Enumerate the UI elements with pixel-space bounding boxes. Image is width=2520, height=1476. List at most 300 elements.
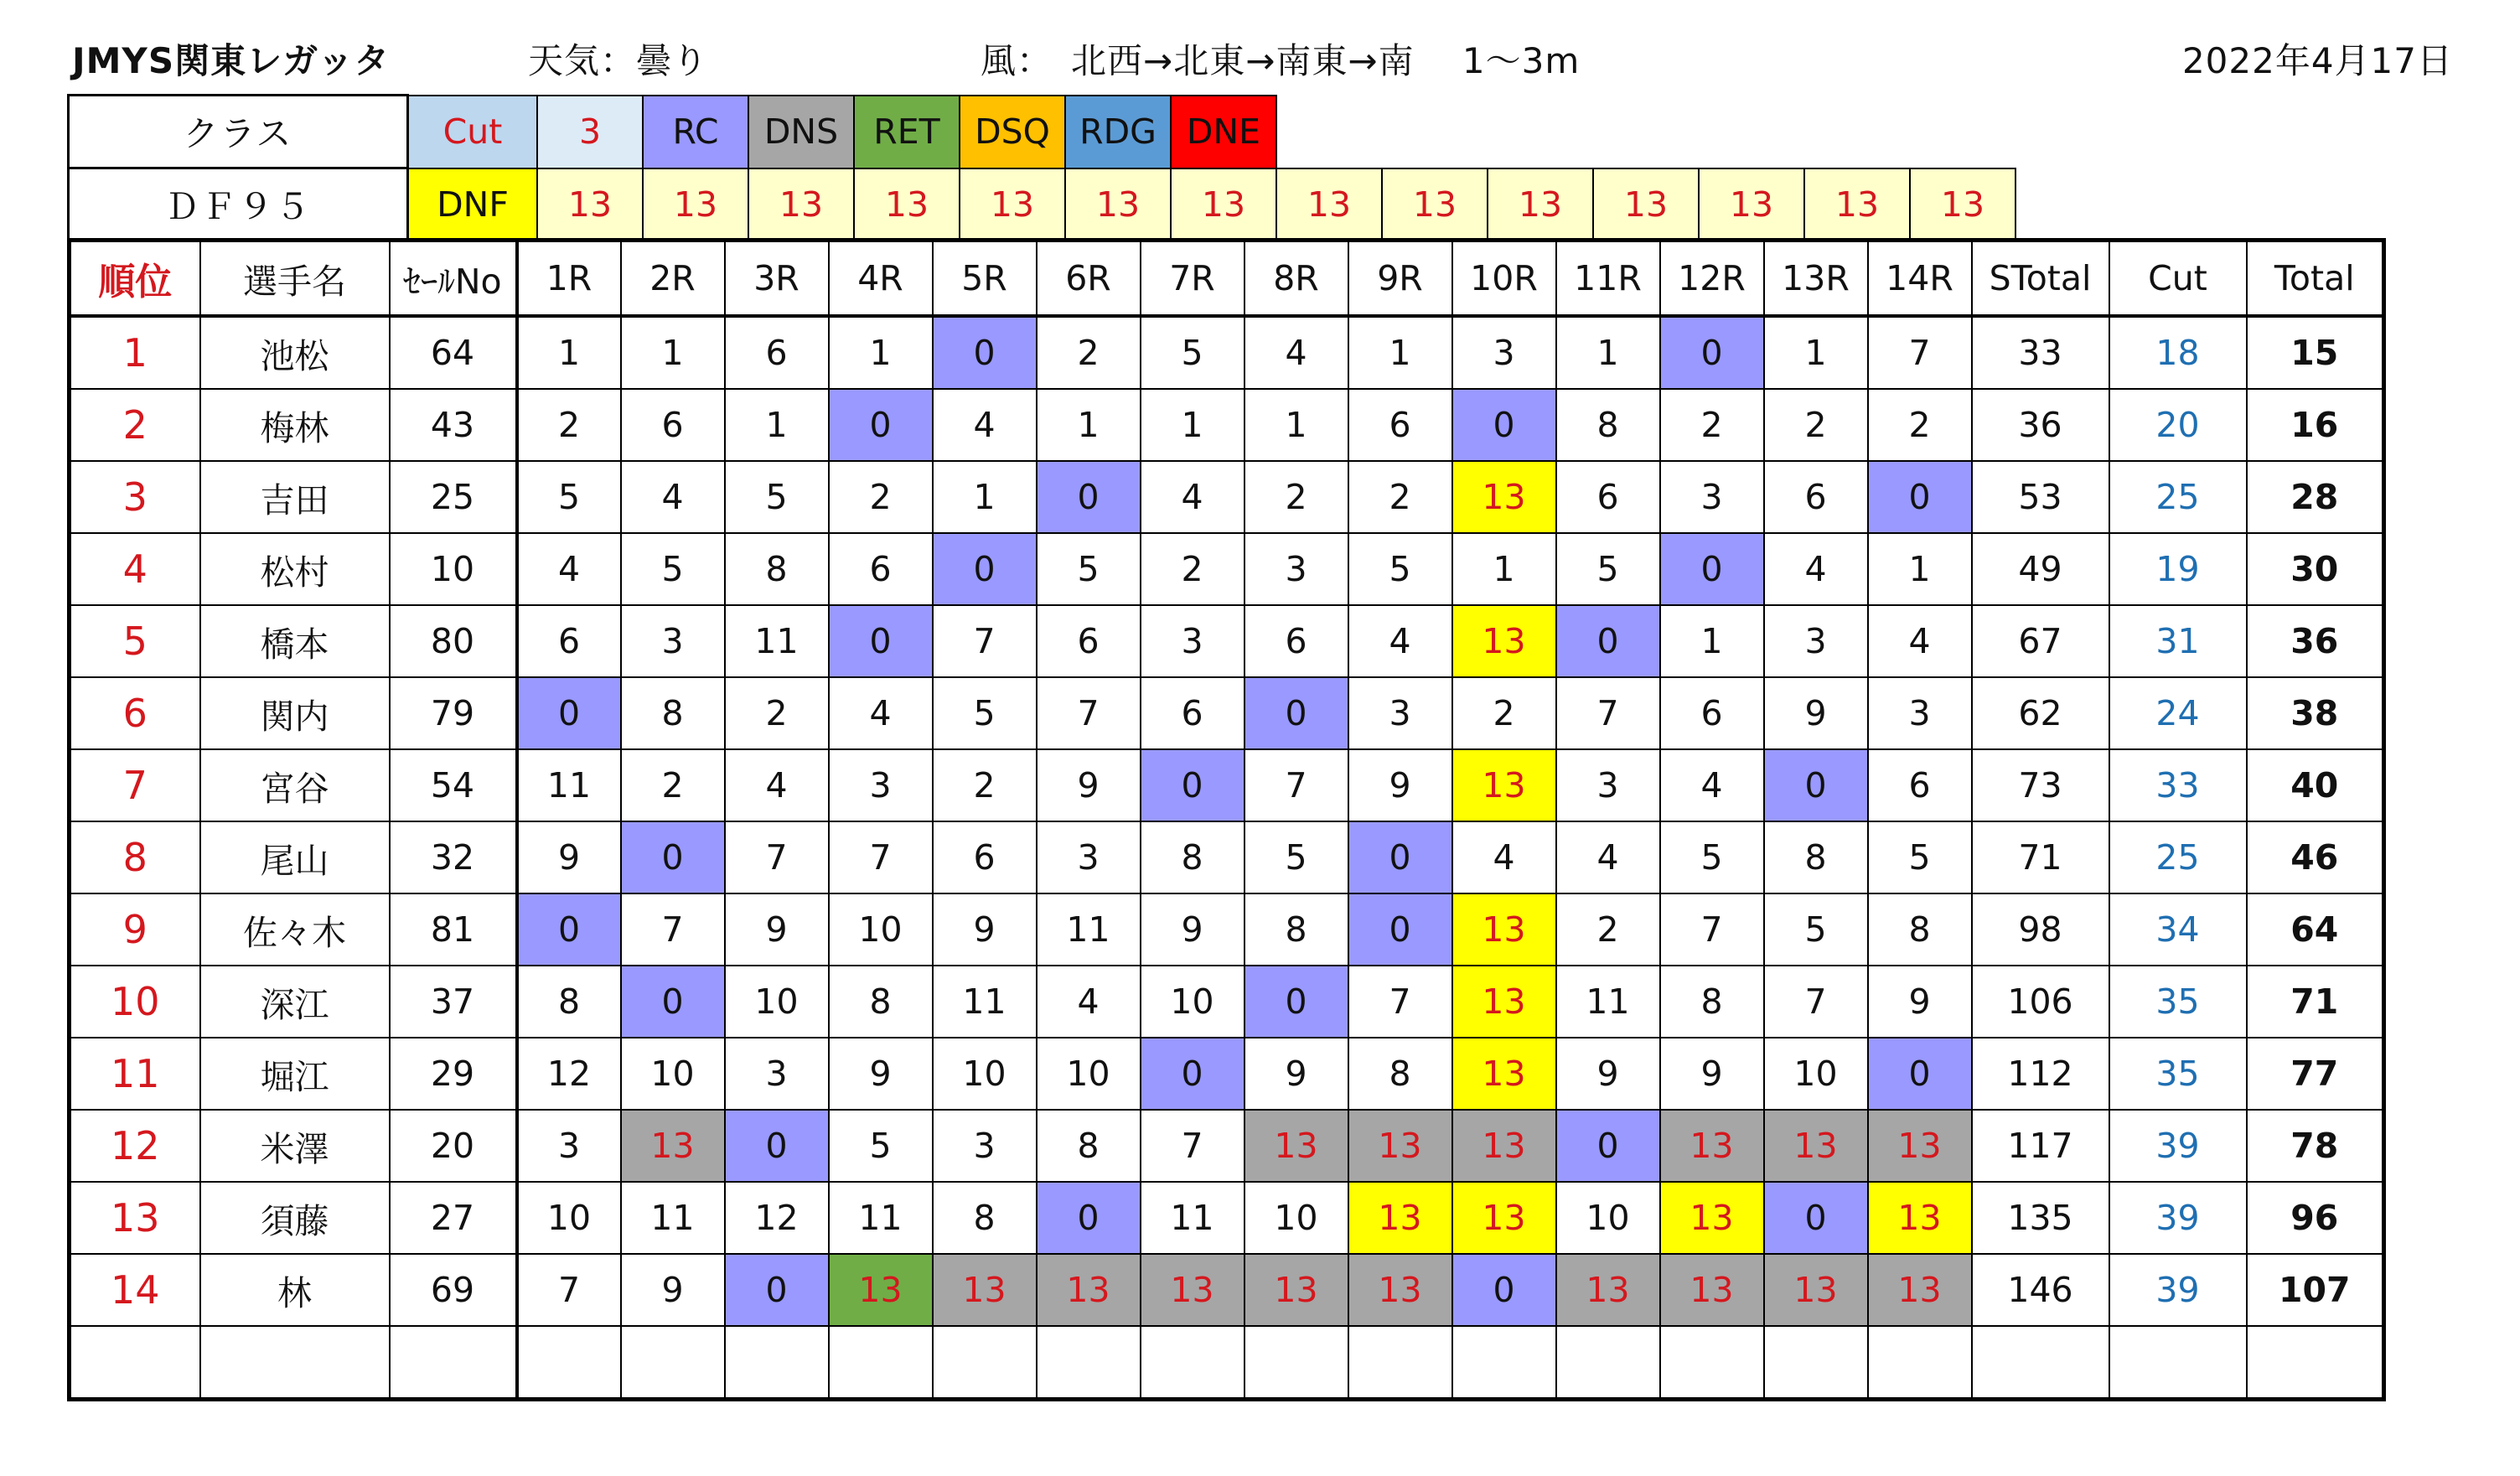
- race-score-cell: 13: [1660, 1182, 1764, 1254]
- race-score-cell: 2: [1037, 316, 1141, 389]
- table-row: [70, 461, 2384, 533]
- sailor-name-cell: 吉田: [200, 461, 390, 533]
- empty-cell: [1764, 1326, 1868, 1400]
- race-score-cell: 0: [1660, 533, 1764, 605]
- cut-cell: 18: [2109, 316, 2247, 389]
- race-score-cell: 9: [1141, 893, 1244, 966]
- race-score-cell: 0: [1868, 461, 1972, 533]
- race-score-cell: 13: [621, 1110, 725, 1182]
- table-row: [70, 533, 2384, 605]
- race-score-cell: 13: [1452, 1110, 1556, 1182]
- cut-cell: 39: [2109, 1182, 2247, 1254]
- stotal-cell: 73: [1972, 749, 2109, 821]
- cut-cell: 35: [2109, 966, 2247, 1038]
- sailor-name-cell: 深江: [200, 966, 390, 1038]
- table-row: [70, 605, 2384, 677]
- header-name: 選手名: [200, 241, 390, 317]
- race-score-cell: 2: [1556, 893, 1660, 966]
- race-score-cell: 0: [1244, 677, 1348, 749]
- rank-cell: 10: [70, 966, 200, 1038]
- race-score-cell: 0: [1141, 749, 1244, 821]
- race-score-cell: 2: [829, 461, 933, 533]
- race-score-cell: 7: [1348, 966, 1452, 1038]
- race-score-cell: 2: [725, 677, 829, 749]
- race-score-cell: 13: [1348, 1254, 1452, 1326]
- race-score-cell: 5: [1868, 821, 1972, 893]
- race-score-cell: 6: [829, 533, 933, 605]
- sailor-name-cell: 橋本: [200, 605, 390, 677]
- race-score-cell: 5: [1660, 821, 1764, 893]
- race-score-cell: 3: [1556, 749, 1660, 821]
- race-score-cell: 2: [1764, 389, 1868, 461]
- race-score-cell: 13: [1660, 1254, 1764, 1326]
- race-score-cell: 5: [725, 461, 829, 533]
- cut-cell: 25: [2109, 461, 2247, 533]
- race-score-cell: 0: [1348, 893, 1452, 966]
- race-title: JMYS関東レガッタ: [72, 40, 391, 81]
- sailor-name-cell: 須藤: [200, 1182, 390, 1254]
- race-score-cell: 0: [517, 677, 621, 749]
- race-score-cell: 13: [1764, 1254, 1868, 1326]
- race-score-cell: 6: [1348, 389, 1452, 461]
- race-score-cell: 1: [1868, 533, 1972, 605]
- header-race-14: 14R: [1868, 241, 1972, 317]
- header-race-7: 7R: [1141, 241, 1244, 317]
- race-score-cell: 10: [725, 966, 829, 1038]
- results-table: [67, 238, 2386, 1401]
- table-row: [70, 316, 2384, 389]
- legend-extra-value: 13: [1699, 168, 1804, 241]
- race-score-cell: 8: [1764, 821, 1868, 893]
- total-cell: 36: [2247, 605, 2384, 677]
- race-score-cell: 6: [725, 316, 829, 389]
- race-score-cell: 7: [1037, 677, 1141, 749]
- race-score-cell: 1: [621, 316, 725, 389]
- race-score-cell: 4: [517, 533, 621, 605]
- race-score-cell: 13: [1348, 1110, 1452, 1182]
- race-score-cell: 0: [1244, 966, 1348, 1038]
- sail-number-cell: 32: [390, 821, 517, 893]
- legend-value-dne: 13: [1171, 168, 1276, 241]
- race-score-cell: 6: [1037, 605, 1141, 677]
- race-score-cell: 6: [621, 389, 725, 461]
- total-cell: 96: [2247, 1182, 2384, 1254]
- empty-cell: [517, 1326, 621, 1400]
- race-score-cell: 10: [1764, 1038, 1868, 1110]
- race-score-cell: 9: [1348, 749, 1452, 821]
- race-score-cell: 2: [1660, 389, 1764, 461]
- race-score-cell: 5: [1037, 533, 1141, 605]
- race-score-cell: 9: [933, 893, 1037, 966]
- empty-cell: [390, 1326, 517, 1400]
- race-score-cell: 11: [1037, 893, 1141, 966]
- sail-number-cell: 64: [390, 316, 517, 389]
- race-score-cell: 10: [1556, 1182, 1660, 1254]
- race-score-cell: 7: [1556, 677, 1660, 749]
- empty-cell: [1348, 1326, 1452, 1400]
- total-cell: 64: [2247, 893, 2384, 966]
- race-score-cell: 7: [725, 821, 829, 893]
- table-row: [70, 821, 2384, 893]
- header-cut: Cut: [2109, 241, 2247, 317]
- race-score-cell: 3: [1348, 677, 1452, 749]
- total-cell: 78: [2247, 1110, 2384, 1182]
- race-score-cell: 2: [1244, 461, 1348, 533]
- table-row: [70, 749, 2384, 821]
- race-score-cell: 13: [1868, 1254, 1972, 1326]
- race-score-cell: 1: [725, 389, 829, 461]
- table-header-row: [70, 241, 2384, 317]
- total-cell: 40: [2247, 749, 2384, 821]
- race-score-cell: 0: [621, 821, 725, 893]
- rank-cell: 4: [70, 533, 200, 605]
- race-score-cell: 0: [1764, 749, 1868, 821]
- cut-cell: 33: [2109, 749, 2247, 821]
- legend-extra-value: 13: [1276, 168, 1382, 241]
- legend-value-cut: DNF: [408, 168, 538, 241]
- race-score-cell: 0: [517, 893, 621, 966]
- stotal-cell: 53: [1972, 461, 2109, 533]
- race-score-cell: 3: [517, 1110, 621, 1182]
- race-score-cell: 0: [1452, 389, 1556, 461]
- race-score-cell: 2: [1141, 533, 1244, 605]
- header-race-12: 12R: [1660, 241, 1764, 317]
- race-score-cell: 13: [1452, 1038, 1556, 1110]
- header-race-11: 11R: [1556, 241, 1660, 317]
- sailor-name-cell: 尾山: [200, 821, 390, 893]
- race-score-cell: 13: [1244, 1110, 1348, 1182]
- sailor-name-cell: 松村: [200, 533, 390, 605]
- race-score-cell: 2: [1348, 461, 1452, 533]
- race-score-cell: 9: [1868, 966, 1972, 1038]
- stotal-cell: 71: [1972, 821, 2109, 893]
- race-score-cell: 1: [1764, 316, 1868, 389]
- race-score-cell: 8: [829, 966, 933, 1038]
- race-score-cell: 6: [1556, 461, 1660, 533]
- race-score-cell: 3: [1660, 461, 1764, 533]
- legend-value-row: [69, 168, 2016, 241]
- race-score-cell: 4: [621, 461, 725, 533]
- race-score-cell: 8: [517, 966, 621, 1038]
- race-score-cell: 3: [1244, 533, 1348, 605]
- race-score-cell: 4: [829, 677, 933, 749]
- sail-number-cell: 10: [390, 533, 517, 605]
- empty-cell: [1972, 1326, 2109, 1400]
- rank-cell: 13: [70, 1182, 200, 1254]
- race-score-cell: 5: [829, 1110, 933, 1182]
- race-score-cell: 10: [1141, 966, 1244, 1038]
- race-score-cell: 9: [1660, 1038, 1764, 1110]
- header-stotal: STotal: [1972, 241, 2109, 317]
- legend-code-dne: DNE: [1171, 96, 1276, 168]
- header-race-9: 9R: [1348, 241, 1452, 317]
- race-score-cell: 8: [621, 677, 725, 749]
- legend-value-ret: 13: [854, 168, 960, 241]
- race-score-cell: 11: [517, 749, 621, 821]
- legend-value-dns: 13: [748, 168, 854, 241]
- empty-cell: [621, 1326, 725, 1400]
- rank-cell: 11: [70, 1038, 200, 1110]
- race-score-cell: 7: [1244, 749, 1348, 821]
- wind-info: 風： 北西→北東→南東→南 1～3m: [981, 40, 1581, 81]
- sail-number-cell: 37: [390, 966, 517, 1038]
- race-score-cell: 8: [1660, 966, 1764, 1038]
- stotal-cell: 135: [1972, 1182, 2109, 1254]
- race-score-cell: 1: [1660, 605, 1764, 677]
- stotal-cell: 106: [1972, 966, 2109, 1038]
- race-score-cell: 13: [1556, 1254, 1660, 1326]
- header-race-4: 4R: [829, 241, 933, 317]
- empty-cell: [2247, 1326, 2384, 1400]
- stotal-cell: 146: [1972, 1254, 2109, 1326]
- table-row: [70, 893, 2384, 966]
- race-score-cell: 6: [1244, 605, 1348, 677]
- race-score-cell: 4: [1868, 605, 1972, 677]
- table-row: [70, 1110, 2384, 1182]
- legend-code-dns: DNS: [748, 96, 854, 168]
- empty-row: [70, 1326, 2384, 1400]
- table-row: [70, 966, 2384, 1038]
- race-score-cell: 5: [1764, 893, 1868, 966]
- race-score-cell: 0: [1556, 605, 1660, 677]
- race-score-cell: 9: [1244, 1038, 1348, 1110]
- sailor-name-cell: 宮谷: [200, 749, 390, 821]
- race-score-cell: 1: [933, 461, 1037, 533]
- race-score-cell: 0: [1556, 1110, 1660, 1182]
- race-score-cell: 0: [1037, 461, 1141, 533]
- sailor-name-cell: 梅林: [200, 389, 390, 461]
- sailor-name-cell: 池松: [200, 316, 390, 389]
- legend-code-rc: RC: [643, 96, 748, 168]
- empty-cell: [933, 1326, 1037, 1400]
- race-score-cell: 8: [933, 1182, 1037, 1254]
- race-score-cell: 13: [1452, 966, 1556, 1038]
- race-score-cell: 5: [517, 461, 621, 533]
- header-total: Total: [2247, 241, 2384, 317]
- race-score-cell: 6: [933, 821, 1037, 893]
- cut-cell: 19: [2109, 533, 2247, 605]
- race-score-cell: 0: [933, 316, 1037, 389]
- race-score-cell: 9: [621, 1254, 725, 1326]
- race-score-cell: 3: [829, 749, 933, 821]
- cut-cell: 39: [2109, 1254, 2247, 1326]
- race-score-cell: 6: [1141, 677, 1244, 749]
- rank-cell: 1: [70, 316, 200, 389]
- race-score-cell: 7: [621, 893, 725, 966]
- race-score-cell: 11: [1556, 966, 1660, 1038]
- race-score-cell: 8: [1037, 1110, 1141, 1182]
- race-score-cell: 13: [933, 1254, 1037, 1326]
- empty-cell: [2109, 1326, 2247, 1400]
- rank-cell: 7: [70, 749, 200, 821]
- race-score-cell: 11: [1141, 1182, 1244, 1254]
- cut-cell: 31: [2109, 605, 2247, 677]
- empty-cell: [1868, 1326, 1972, 1400]
- legend-code-row: [69, 96, 2016, 168]
- race-score-cell: 5: [1556, 533, 1660, 605]
- rank-cell: 5: [70, 605, 200, 677]
- legend-code-rdg: RDG: [1065, 96, 1171, 168]
- race-score-cell: 1: [517, 316, 621, 389]
- legend-code-dsq: DSQ: [960, 96, 1065, 168]
- sail-number-cell: 20: [390, 1110, 517, 1182]
- empty-cell: [1452, 1326, 1556, 1400]
- race-score-cell: 13: [1244, 1254, 1348, 1326]
- sailor-name-cell: 佐々木: [200, 893, 390, 966]
- race-score-cell: 6: [1764, 461, 1868, 533]
- weather-info: 天気：曇り: [528, 40, 709, 81]
- header-race-10: 10R: [1452, 241, 1556, 317]
- race-score-cell: 12: [517, 1038, 621, 1110]
- empty-cell: [829, 1326, 933, 1400]
- race-score-cell: 10: [1244, 1182, 1348, 1254]
- race-score-cell: 3: [1141, 605, 1244, 677]
- legend-extra-value: 13: [1804, 168, 1910, 241]
- race-score-cell: 0: [725, 1254, 829, 1326]
- race-score-cell: 10: [1037, 1038, 1141, 1110]
- rank-cell: 2: [70, 389, 200, 461]
- race-score-cell: 8: [1556, 389, 1660, 461]
- race-score-cell: 6: [1868, 749, 1972, 821]
- race-score-cell: 1: [1452, 533, 1556, 605]
- header-race-1: 1R: [517, 241, 621, 317]
- empty-cell: [1244, 1326, 1348, 1400]
- race-score-cell: 1: [829, 316, 933, 389]
- stotal-cell: 36: [1972, 389, 2109, 461]
- legend-value-rdg: 13: [1065, 168, 1171, 241]
- class-label: クラス: [69, 96, 408, 168]
- race-score-cell: 1: [1037, 389, 1141, 461]
- race-score-cell: 3: [1037, 821, 1141, 893]
- race-score-cell: 3: [725, 1038, 829, 1110]
- race-score-cell: 9: [1037, 749, 1141, 821]
- race-score-cell: 4: [933, 389, 1037, 461]
- race-score-cell: 11: [829, 1182, 933, 1254]
- rank-cell: 3: [70, 461, 200, 533]
- legend-value-3: 13: [537, 168, 643, 241]
- race-score-cell: 5: [1141, 316, 1244, 389]
- race-score-cell: 2: [933, 749, 1037, 821]
- total-cell: 28: [2247, 461, 2384, 533]
- race-score-cell: 4: [1244, 316, 1348, 389]
- empty-cell: [1141, 1326, 1244, 1400]
- race-score-cell: 10: [829, 893, 933, 966]
- race-score-cell: 13: [1452, 893, 1556, 966]
- race-score-cell: 10: [621, 1038, 725, 1110]
- total-cell: 46: [2247, 821, 2384, 893]
- race-score-cell: 13: [1452, 1182, 1556, 1254]
- legend-code-cut: Cut: [408, 96, 538, 168]
- empty-cell: [1037, 1326, 1141, 1400]
- sailor-name-cell: 林: [200, 1254, 390, 1326]
- rank-cell: 14: [70, 1254, 200, 1326]
- race-score-cell: 0: [1452, 1254, 1556, 1326]
- sailor-name-cell: 堀江: [200, 1038, 390, 1110]
- total-cell: 107: [2247, 1254, 2384, 1326]
- race-score-cell: 13: [1660, 1110, 1764, 1182]
- total-cell: 15: [2247, 316, 2384, 389]
- legend-value-dsq: 13: [960, 168, 1065, 241]
- legend-table: [67, 94, 2016, 242]
- race-score-cell: 1: [1556, 316, 1660, 389]
- race-score-cell: 0: [1141, 1038, 1244, 1110]
- race-score-cell: 2: [1868, 389, 1972, 461]
- race-score-cell: 8: [1868, 893, 1972, 966]
- race-score-cell: 8: [725, 533, 829, 605]
- legend-extra-value: 13: [1382, 168, 1488, 241]
- race-score-cell: 11: [621, 1182, 725, 1254]
- stotal-cell: 49: [1972, 533, 2109, 605]
- table-row: [70, 1038, 2384, 1110]
- race-score-cell: 7: [517, 1254, 621, 1326]
- legend-code-ret: RET: [854, 96, 960, 168]
- empty-cell: [1556, 1326, 1660, 1400]
- race-score-cell: 4: [1764, 533, 1868, 605]
- cut-cell: 25: [2109, 821, 2247, 893]
- race-score-cell: 6: [517, 605, 621, 677]
- race-score-cell: 7: [829, 821, 933, 893]
- race-score-cell: 3: [1868, 677, 1972, 749]
- race-score-cell: 9: [725, 893, 829, 966]
- cut-cell: 20: [2109, 389, 2247, 461]
- race-score-cell: 13: [1348, 1182, 1452, 1254]
- race-score-cell: 1: [1141, 389, 1244, 461]
- sail-number-cell: 79: [390, 677, 517, 749]
- cut-cell: 35: [2109, 1038, 2247, 1110]
- race-score-cell: 4: [725, 749, 829, 821]
- race-score-cell: 13: [1452, 605, 1556, 677]
- header-rank: 順位: [70, 241, 200, 317]
- header-sail-no: ｾｰﾙNo: [390, 241, 517, 317]
- race-score-cell: 1: [1244, 389, 1348, 461]
- race-score-cell: 11: [725, 605, 829, 677]
- rank-cell: 12: [70, 1110, 200, 1182]
- stotal-cell: 98: [1972, 893, 2109, 966]
- race-score-cell: 10: [933, 1038, 1037, 1110]
- rank-cell: 6: [70, 677, 200, 749]
- race-score-cell: 0: [829, 389, 933, 461]
- race-score-cell: 3: [1452, 316, 1556, 389]
- sail-number-cell: 54: [390, 749, 517, 821]
- sail-number-cell: 43: [390, 389, 517, 461]
- header-race-8: 8R: [1244, 241, 1348, 317]
- total-cell: 71: [2247, 966, 2384, 1038]
- race-score-cell: 8: [1244, 893, 1348, 966]
- race-score-cell: 13: [829, 1254, 933, 1326]
- table-row: [70, 677, 2384, 749]
- race-score-cell: 4: [1141, 461, 1244, 533]
- race-score-cell: 13: [1868, 1110, 1972, 1182]
- race-score-cell: 13: [1037, 1254, 1141, 1326]
- table-row: [70, 1182, 2384, 1254]
- race-score-cell: 9: [829, 1038, 933, 1110]
- stotal-cell: 62: [1972, 677, 2109, 749]
- race-score-cell: 5: [1244, 821, 1348, 893]
- race-score-cell: 11: [933, 966, 1037, 1038]
- race-score-cell: 4: [1037, 966, 1141, 1038]
- header-race-5: 5R: [933, 241, 1037, 317]
- sail-number-cell: 81: [390, 893, 517, 966]
- total-cell: 77: [2247, 1038, 2384, 1110]
- legend-extra-value: 13: [1488, 168, 1593, 241]
- total-cell: 16: [2247, 389, 2384, 461]
- header-race-13: 13R: [1764, 241, 1868, 317]
- header-race-3: 3R: [725, 241, 829, 317]
- race-score-cell: 0: [1037, 1182, 1141, 1254]
- empty-cell: [1660, 1326, 1764, 1400]
- race-score-cell: 8: [1348, 1038, 1452, 1110]
- total-cell: 38: [2247, 677, 2384, 749]
